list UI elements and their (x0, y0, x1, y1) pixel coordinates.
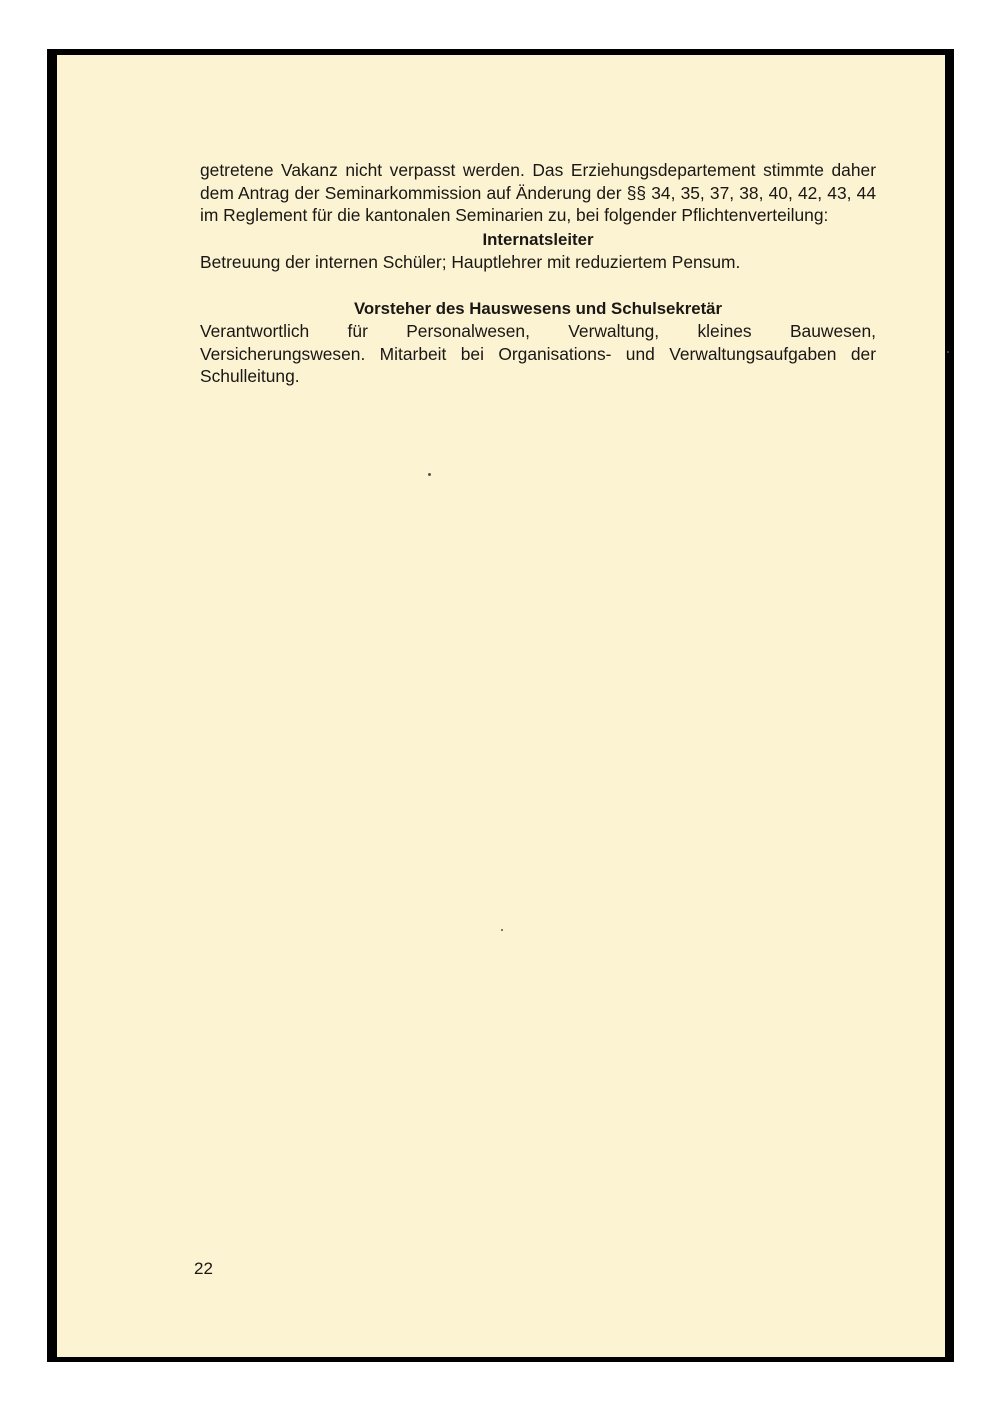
paper-speck (501, 929, 503, 931)
paper-speck (428, 473, 431, 476)
section-heading-hauswesen: Vorsteher des Hauswesens und Schulsekretär (353, 298, 723, 318)
paper-speck (947, 351, 949, 353)
document-body (200, 159, 876, 388)
intro-paragraph: getretene Vakanz nicht verpasst werden. Das Erziehungsdepartement stimmte daher dem Antrag der Seminarkommission auf Änderung der §§ 34, 35, 37, 38, 40, 42, 43, 44 im Reglement für die kantonalen Seminarien zu, bei folgender Pflichtenverteilung: (200, 160, 876, 225)
page-number: 22 (194, 1259, 213, 1278)
section-body-internatsleiter: Betreuung der internen Schüler; Hauptlehrer mit reduziertem Pensum. (200, 252, 741, 272)
section-body-hauswesen: Verantwortlich für Personalwesen, Verwaltung, kleines Bauwesen, Versicherungswesen. Mitarbeit bei Organisations- und Verwaltungsaufgaben der Schulleitung. (200, 321, 876, 386)
document-paper (57, 55, 945, 1357)
section-heading-internatsleiter: Internatsleiter (482, 229, 594, 249)
document-page-border (47, 49, 954, 1362)
